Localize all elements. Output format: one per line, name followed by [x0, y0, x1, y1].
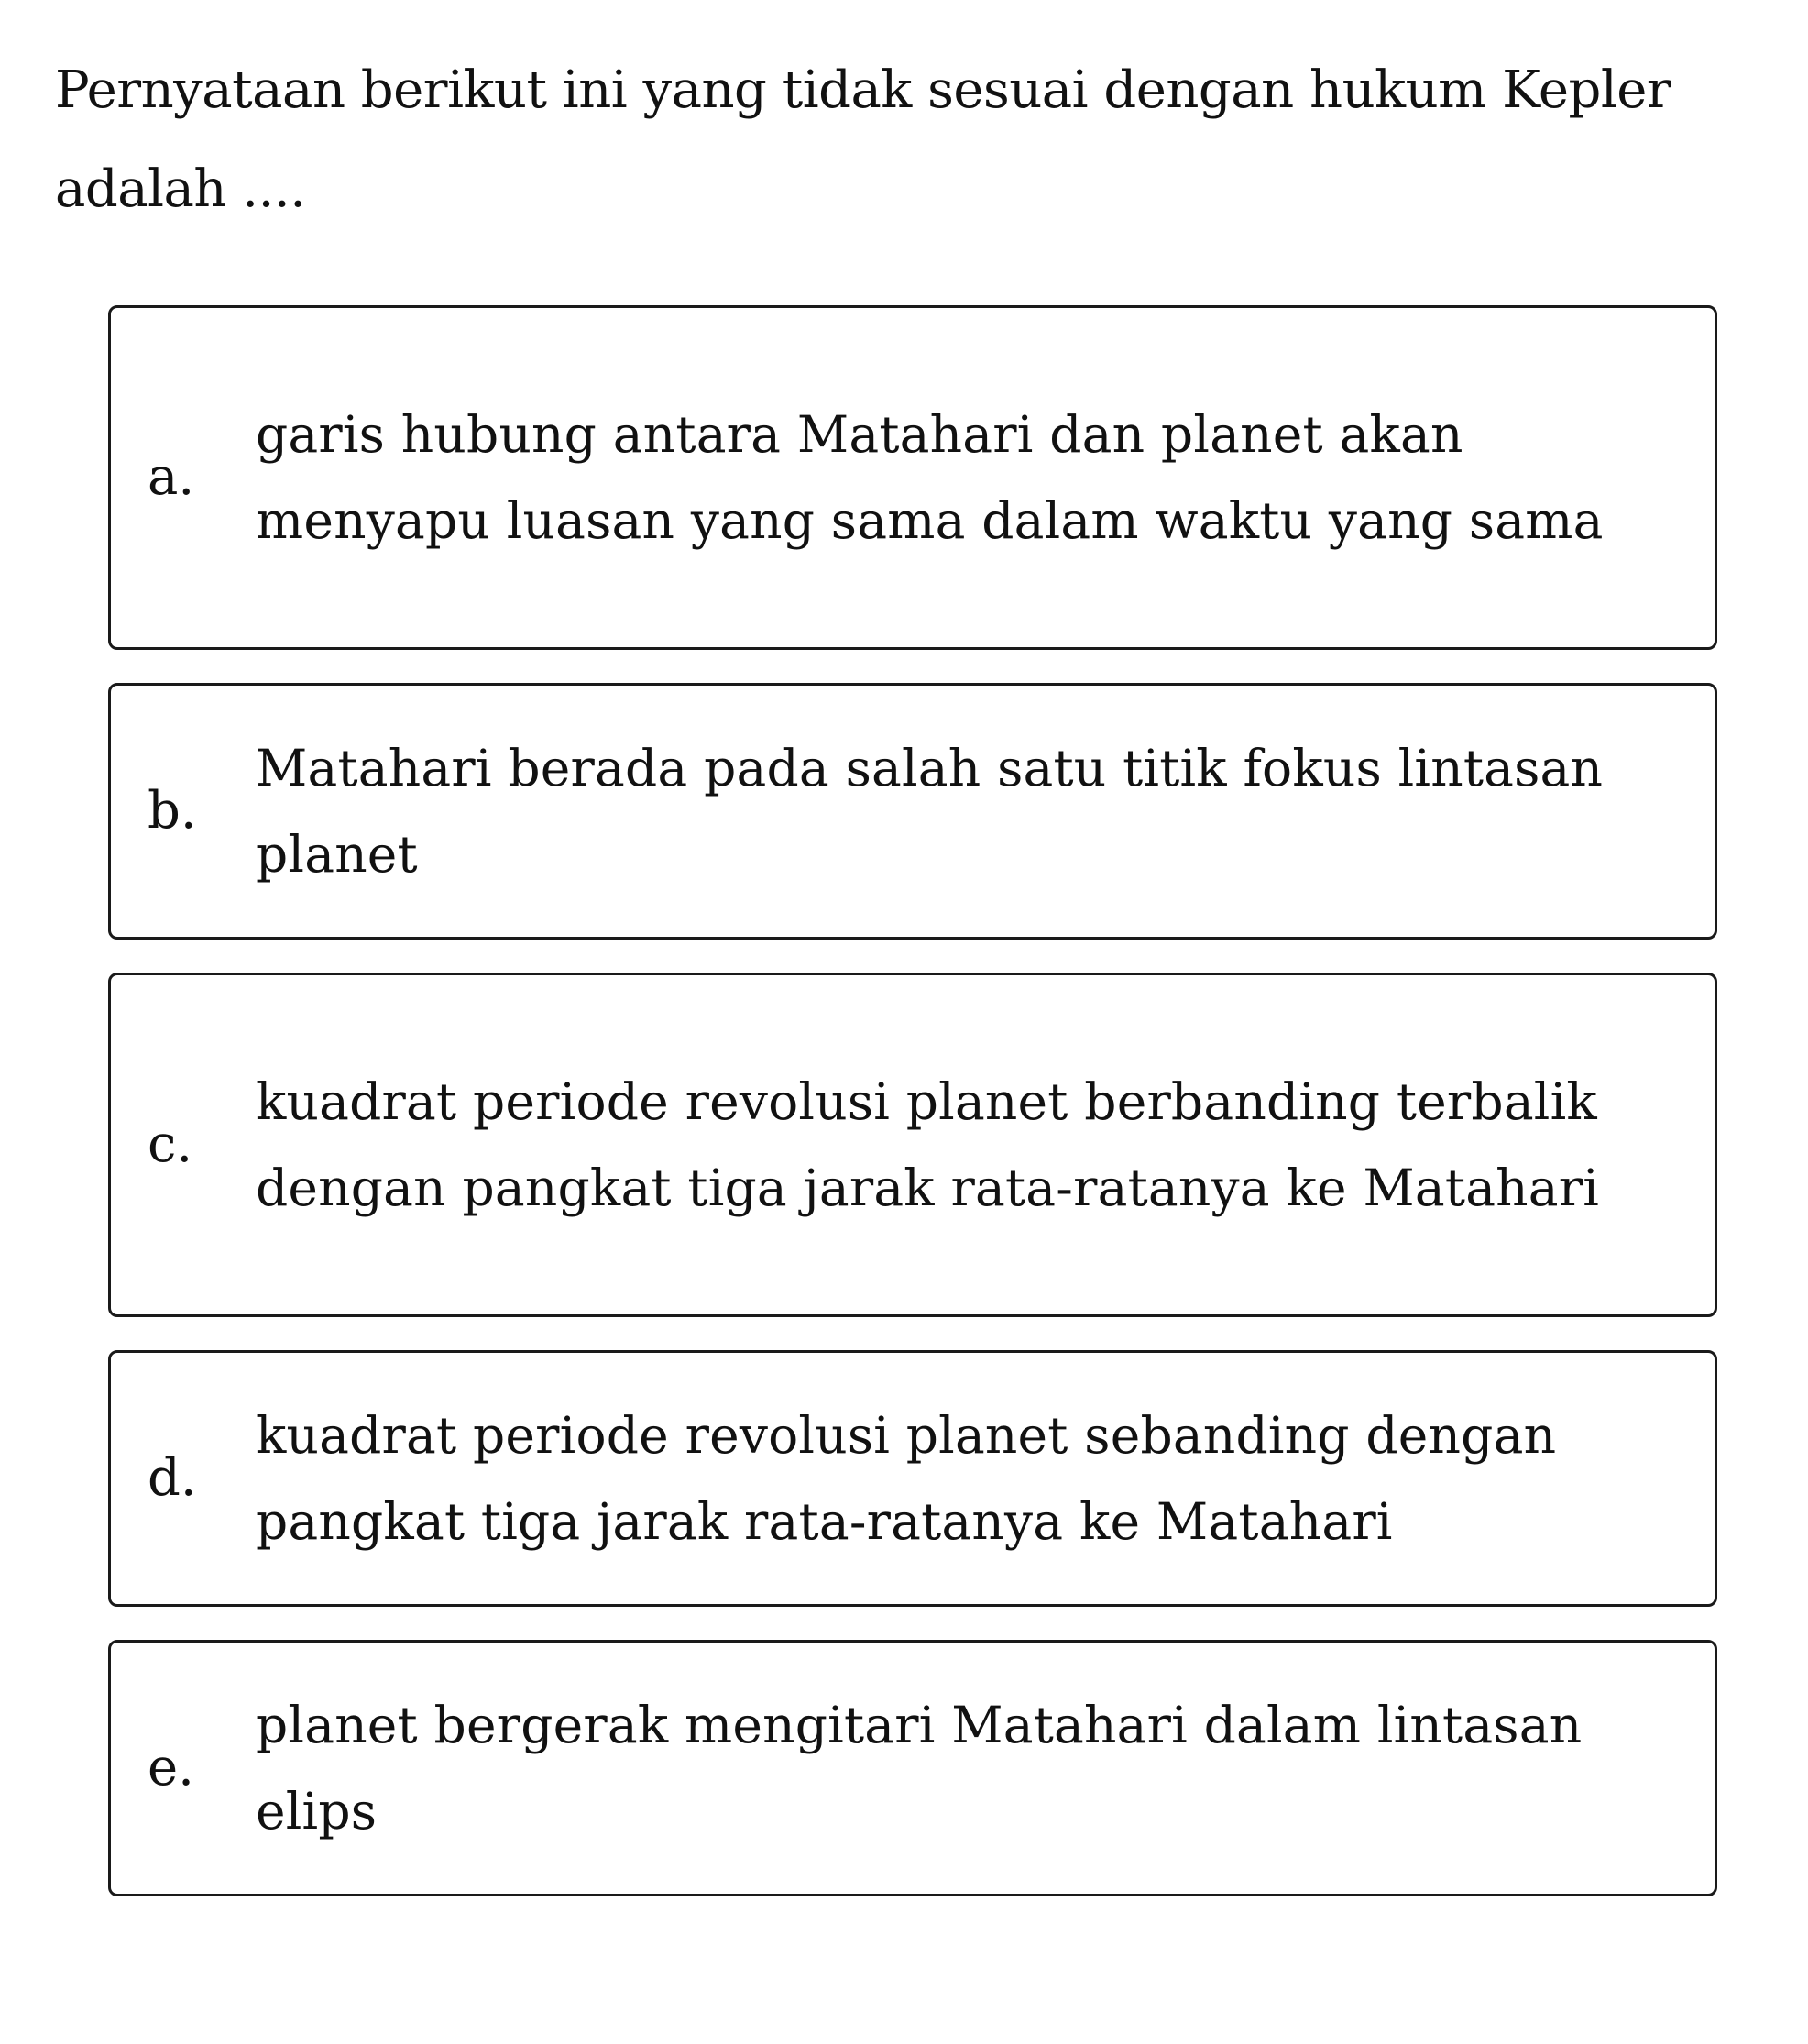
option-e-letter: e. — [148, 1738, 194, 1797]
option-d-letter: d. — [148, 1448, 197, 1508]
question-text: Pernyataan berikut ini yang tidak sesuai dengan hukum Kepler adalah .... — [55, 60, 1671, 219]
option-c[interactable] — [108, 973, 1717, 1317]
answer-options — [108, 305, 1717, 1896]
option-a-text: garis hubung antara Matahari dan planet akan menyapu luasan yang sama dalam waktu yang sama — [256, 405, 1604, 550]
option-b[interactable] — [108, 683, 1717, 940]
option-b-letter: b. — [148, 781, 197, 841]
option-d[interactable] — [108, 1350, 1717, 1607]
option-e[interactable] — [108, 1640, 1717, 1896]
option-d-text: kuadrat periode revolusi planet sebanding dengan pangkat tiga jarak rata-ratanya ke Matahari — [256, 1406, 1557, 1551]
option-c-letter: c. — [148, 1115, 193, 1174]
option-a[interactable] — [108, 305, 1717, 650]
option-a-letter: a. — [148, 447, 195, 507]
option-b-text: Matahari berada pada salah satu titik fokus lintasan planet — [256, 739, 1604, 884]
option-e-text: planet bergerak mengitari Matahari dalam lintasan elips — [256, 1696, 1583, 1841]
option-c-text: kuadrat periode revolusi planet berbanding terbalik dengan pangkat tiga jarak rata-ratanya ke Matahari — [256, 1072, 1600, 1217]
